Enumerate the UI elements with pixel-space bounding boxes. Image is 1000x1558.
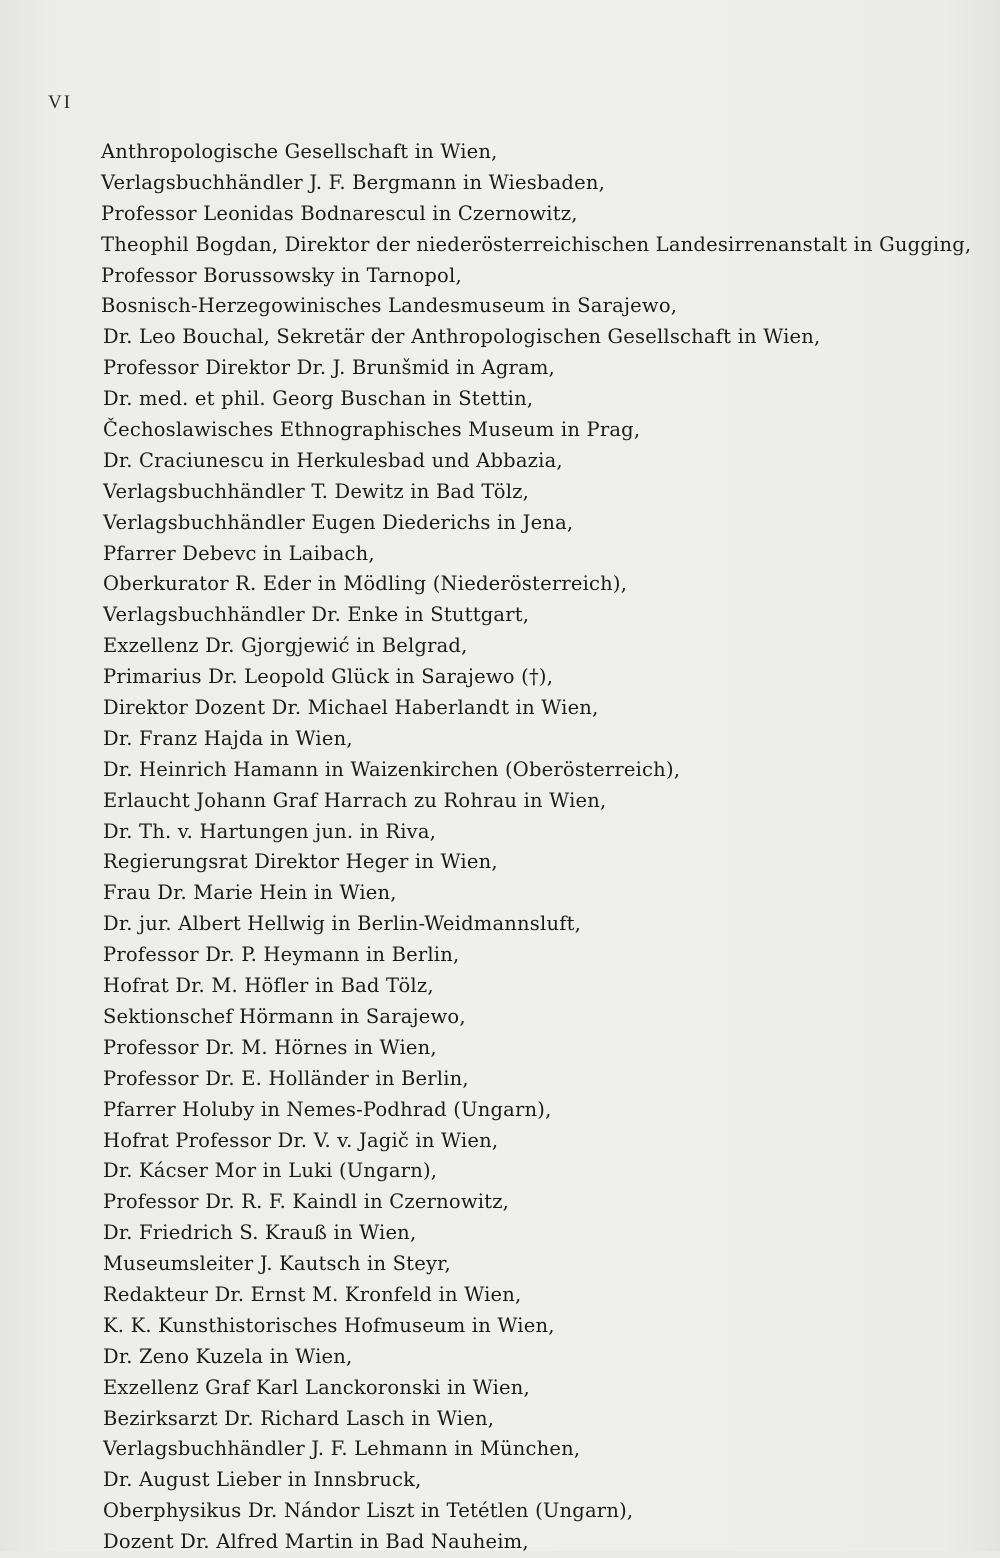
list-item: Dr. Friedrich S. Krauß in Wien,	[103, 1221, 417, 1245]
list-item: K. K. Kunsthistorisches Hofmuseum in Wien,	[103, 1313, 555, 1337]
list-item: Dr. Craciunescu in Herkulesbad und Abbazia,	[103, 448, 563, 472]
list-item: Dr. August Lieber in Innsbruck,	[103, 1468, 422, 1492]
list-item: Verlagsbuchhändler T. Dewitz in Bad Tölz,	[103, 479, 530, 503]
list-item: Verlagsbuchhändler Eugen Diederichs in Jena,	[103, 510, 574, 534]
list-item: Dr. Leo Bouchal, Sekretär der Anthropologischen Gesellschaft in Wien,	[103, 325, 821, 349]
list-item: Sektionschef Hörmann in Sarajewo,	[103, 1004, 466, 1028]
list-item: Theophil Bogdan, Direktor der niederösterreichischen Landesirrenanstalt in Gugging,	[101, 232, 972, 256]
list-item: Hofrat Professor Dr. V. v. Jagič in Wien,	[103, 1128, 499, 1152]
list-item: Pfarrer Holuby in Nemes-Podhrad (Ungarn),	[103, 1097, 552, 1121]
list-item: Professor Direktor Dr. J. Brunšmid in Agram,	[103, 356, 555, 380]
list-item: Professor Dr. R. F. Kaindl in Czernowitz,	[103, 1190, 510, 1214]
list-item: Oberkurator R. Eder in Mödling (Niederösterreich),	[103, 572, 628, 596]
list-item: Oberphysikus Dr. Nándor Liszt in Tetétlen (Ungarn),	[103, 1499, 634, 1523]
list-item: Dr. Franz Hajda in Wien,	[103, 726, 353, 750]
list-item: Professor Leonidas Bodnarescul in Czernowitz,	[101, 201, 578, 225]
list-item: Dr. Kácser Mor in Luki (Ungarn),	[103, 1159, 438, 1183]
list-item: Dr. Zeno Kuzela in Wien,	[103, 1344, 353, 1368]
list-item: Direktor Dozent Dr. Michael Haberlandt in Wien,	[103, 696, 599, 720]
list-item: Dr. Th. v. Hartungen jun. in Riva,	[103, 819, 437, 843]
list-item: Primarius Dr. Leopold Glück in Sarajewo (†),	[103, 665, 554, 689]
list-item: Professor Dr. M. Hörnes in Wien,	[103, 1035, 437, 1059]
list-item: Frau Dr. Marie Hein in Wien,	[103, 881, 397, 905]
list-item: Professor Borussowsky in Tarnopol,	[101, 263, 462, 287]
list-item: Verlagsbuchhändler J. F. Lehmann in München,	[103, 1437, 581, 1461]
list-item: Verlagsbuchhändler J. F. Bergmann in Wiesbaden,	[101, 170, 606, 194]
list-item: Regierungsrat Direktor Heger in Wien,	[103, 850, 498, 874]
list-item: Bezirksarzt Dr. Richard Lasch in Wien,	[103, 1406, 495, 1430]
list-item: Erlaucht Johann Graf Harrach zu Rohrau in Wien,	[103, 788, 607, 812]
list-item: Museumsleiter J. Kautsch in Steyr,	[103, 1252, 451, 1276]
list-item: Dr. Heinrich Hamann in Waizenkirchen (Oberösterreich),	[103, 757, 681, 781]
list-item: Professor Dr. P. Heymann in Berlin,	[103, 943, 460, 967]
list-item: Exzellenz Graf Karl Lanckoronski in Wien,	[103, 1375, 530, 1399]
list-item: Professor Dr. E. Holländer in Berlin,	[103, 1066, 469, 1090]
acknowledgement-list	[101, 137, 972, 1558]
list-item: Čechoslawisches Ethnographisches Museum in Prag,	[103, 418, 641, 442]
list-item: Redakteur Dr. Ernst M. Kronfeld in Wien,	[103, 1282, 522, 1306]
list-item: Exzellenz Dr. Gjorgjewić in Belgrad,	[103, 634, 468, 658]
list-item: Dr. jur. Albert Hellwig in Berlin-Weidmannsluft,	[103, 912, 582, 936]
list-item: Dr. med. et phil. Georg Buschan in Stettin,	[103, 387, 534, 411]
list-item: Bosnisch-Herzegowinisches Landesmuseum in Sarajewo,	[101, 294, 678, 318]
list-item: Anthropologische Gesellschaft in Wien,	[101, 140, 498, 163]
list-item: Hofrat Dr. M. Höfler in Bad Tölz,	[103, 974, 434, 998]
list-item: Pfarrer Debevc in Laibach,	[103, 541, 375, 565]
list-item: Verlagsbuchhändler Dr. Enke in Stuttgart,	[103, 603, 530, 627]
list-item: Dozent Dr. Alfred Martin in Bad Nauheim,	[103, 1530, 529, 1554]
page-number: VI	[48, 92, 73, 113]
